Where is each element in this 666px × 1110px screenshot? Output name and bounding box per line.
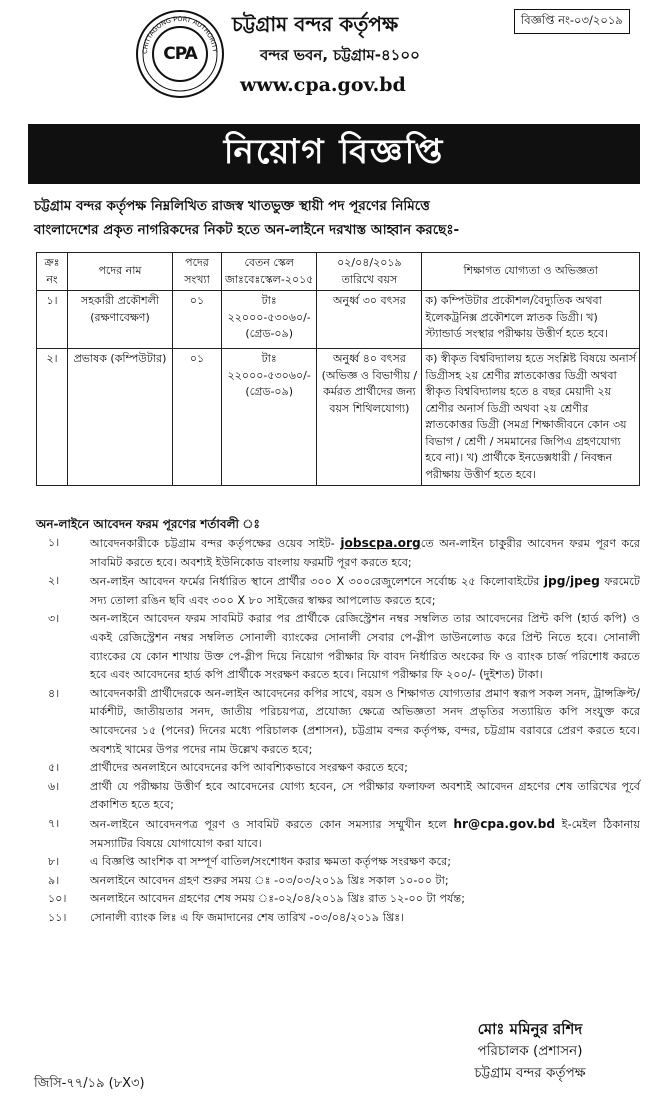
row-qualification: ক) কম্পিউটার প্রকৌশল/বৈদ্যুতিক অথবা ইলেকট্রনিক্স প্রকৌশলে স্নাতক ডিগ্রী। খ) স্ট্যান্ডার্ড সংস্থার পরীক্ষায় উত্তীর্ণ হতে হবে। — [422, 291, 640, 349]
header-pay-scale: বেতন স্কেল জাঃবেঃস্কেল-২০১৫ — [222, 253, 317, 291]
item-number: ১। — [48, 536, 60, 549]
item-text-post: ফরমেটে সদ্য তোলা রঙিন ছবি এবং ৩০০ X ৮০ সাইজের স্বাক্ষর আপলোড করতে হবে; — [90, 575, 640, 607]
posts-table — [36, 252, 640, 486]
item-text: সোনালী ব্যাংক লিঃ এ ফি জমাদানের শেষ তারিখ -০৩/০৪/২০১৯ খ্রিঃ। — [90, 910, 405, 924]
header-post-name: পদের নাম — [68, 253, 173, 291]
signatory-organization: চট্টগ্রাম বন্দর কর্তৃপক্ষ — [474, 1065, 586, 1081]
cpa-logo — [136, 10, 224, 98]
list-item — [36, 815, 640, 853]
item-number: ৯। — [48, 873, 60, 887]
reference-number: জিসি-৭৭/১৯ (৮X৩) — [34, 1076, 145, 1091]
list-item — [36, 909, 640, 928]
item-text-post: ই-মেইল ঠিকানায় সমস্যাটির বিষয়ে যোগাযোগ করা যাবে। — [90, 817, 640, 850]
item-text: অনলাইনে আবেদন গ্রহণ শুরুর সময় ঃ -০৩/০৩/২০১৯ খ্রিঃ সকাল ১০-০০ টা; — [90, 873, 449, 887]
item-number: ১১। — [48, 910, 67, 924]
item-number: ২। — [48, 574, 60, 588]
item-number: ৬। — [48, 779, 60, 793]
item-text-pre: অন-লাইনে আবেদনপত্র পূরণ ও সাবমিট করতে কোন সমস্যার সম্মুখীন হলে — [90, 817, 454, 831]
list-item — [36, 610, 640, 684]
table-row — [37, 291, 640, 349]
item-number: ৩। — [48, 612, 60, 626]
list-item — [36, 685, 640, 759]
item-text-pre: আবেদনকারীকে চট্টগ্রাম বন্দর কর্তৃপক্ষের ওয়েব সাইট- — [90, 537, 341, 550]
item-text: আবেদনকারী প্রার্থীদেরকে অন-লাইন আবেদনের কপির সাথে, বয়স ও শিক্ষাগত যোগ্যতার প্রমাণ স্বরূপ সকল সনদ, ট্রান্সক্রিপ্ট/মার্কশীট, জাতীয়তার সনদ, জাতীয় পরিচয়পত্র, প্রযোজ্য ক্ষেত্রে অভিজ্ঞতা সনদ প্রভৃতির সত্যায়িত কপি সংযুক্ত করে আবেদনের ১৫ (পনের) দিনের মধ্যে পরিচালক (প্রশাসন), চট্টগ্রাম বন্দর কর্তৃপক্ষ, বন্দর, চট্টগ্রাম বরাবরে প্রেরণ করতে হবে। অবশ্যই খামের উপর পদের নাম উল্লেখ করতে হবে; — [90, 686, 640, 756]
list-item — [36, 853, 640, 872]
item-text — [90, 815, 640, 853]
title-banner — [28, 124, 640, 184]
intro-text — [34, 194, 638, 242]
logo-ring-text: CHITTAGONG PORT AUTHORITY — [140, 14, 219, 55]
row-age: অনুর্ধ্ব ৪০ বৎসর (অভিজ্ঞ ও বিভাগীয় / কর্মরত প্রার্থীদের জন্য বয়স শিথিলযোগ্য) — [317, 349, 422, 486]
email-link[interactable]: hr@cpa.gov.bd — [453, 816, 556, 831]
item-text-bold: jpg/jpeg — [543, 574, 600, 589]
item-number: ৪। — [48, 686, 60, 700]
row-post-name: প্রভাষক (কম্পিউটার) — [68, 349, 173, 486]
table-row — [37, 349, 640, 486]
item-text: এ বিজ্ঞপ্তি আংশিক বা সম্পূর্ণ বাতিল/সংশোধন করার ক্ষমতা কর্তৃপক্ষ সংরক্ষণ করে; — [90, 855, 451, 869]
item-text: অনলাইনে আবেদন গ্রহণের শেষ সময় ঃ-০২/০৪/২০১৯ খ্রিঃ রাত ১২-০০ টা পর্যন্ত; — [90, 892, 465, 906]
conditions-list — [36, 534, 640, 927]
signatory-designation: পরিচালক (প্রশাসন) — [477, 1043, 583, 1059]
header-post-count: পদের সংখ্যা — [173, 253, 222, 291]
website-link[interactable]: jobscpa.org — [340, 536, 421, 550]
row-post-count: ০১ — [173, 291, 222, 349]
header-serial: ক্রঃ নং — [37, 253, 68, 291]
intro-line: বাংলাদেশের প্রকৃত নাগরিকদের নিকট হতে অন-লাইনে দরখাস্ত আহ্বান করছেঃ- — [34, 222, 460, 238]
row-serial: ১। — [37, 291, 68, 349]
item-text — [90, 534, 640, 572]
banner-title: নিয়োগ বিজ্ঞপ্তি — [223, 131, 445, 172]
row-qualification: ক) স্বীকৃত বিশ্ববিদ্যালয় হতে সংশ্লিষ্ট বিষয়ে অনার্স ডিগ্রীসহ ২য় শ্রেণীর স্নাতকোত্তর ডিগ্রী অথবা স্বীকৃত বিশ্ববিদ্যালয় হতে ৪ বছর মেয়াদী ২য় শ্রেণীর অনার্স ডিগ্রী অথবা ২য় শ্রেণীর স্নাতকোত্তর ডিগ্রী (সমগ্র শিক্ষাজীবনে কোন ৩য় বিভাগ / শ্রেণী / সমমানের জিপিএ গ্রহণযোগ্য হবে না)। খ) প্রার্থীকে ইনডেক্সধারী / নিবন্ধন পরীক্ষায় উত্তীর্ণ হতে হবে। — [422, 349, 640, 486]
row-post-count: ০১ — [173, 349, 222, 486]
item-number: ৭। — [48, 816, 60, 830]
conditions-title: অন-লাইনে আবেদন ফরম পূরণের শর্তাবলী ঃ — [36, 517, 260, 531]
item-text — [90, 572, 640, 610]
list-item — [36, 890, 640, 909]
header-qualification: শিক্ষাগত যোগ্যতা ও অভিজ্ঞতা — [422, 253, 640, 291]
signature-block — [430, 1018, 630, 1084]
header-age: ০২/০৪/২০১৯ তারিখে বয়স — [317, 253, 422, 291]
organization-website[interactable]: www.cpa.gov.bd — [240, 74, 406, 96]
list-item — [36, 759, 640, 778]
notice-number: বিজ্ঞপ্তি নং-০৩/২০১৯ — [514, 9, 630, 34]
header — [0, 0, 666, 118]
row-pay-scale: টাঃ ২২০০০-৫৩০৬০/- (গ্রেড-০৯) — [222, 349, 317, 486]
list-item — [36, 534, 640, 572]
row-serial: ২। — [37, 349, 68, 486]
row-post-name: সহকারী প্রকৌশলী (রক্ষণাবেক্ষণ) — [68, 291, 173, 349]
list-item — [36, 872, 640, 891]
item-number: ১০। — [48, 892, 67, 906]
item-text: অন-লাইনে আবেদন ফরম সাবমিট করার পর প্রার্থীকে রেজিস্ট্রেশন নম্বর সম্বলিত তার আবেদনের প্রিন্ট কপি (হার্ড কপি) ও একই রেজিস্ট্রেশন নম্বর সম্বলিত সোনালী ব্যাংকের সোনালী সেবার পে-স্লীপ ডাউনলোড করে প্রিন্ট নিতে হবে। সোনালী ব্যাংকের যে কোন শাখায় উক্ত পে-স্লীপ দিয়ে নিয়োগ পরীক্ষার ফি বাবদ নির্ধারিত অংকের ফি ও ব্যাংক চার্জ পরিশোধ করতে হবে এবং আবেদনের হার্ড কপি প্রার্থীকে সংরক্ষণ করতে হবে। নিয়োগ পরীক্ষার ফি ২০০/- (দুইশত) টাকা। — [90, 612, 640, 682]
item-text: প্রার্থী যে পরীক্ষায় উত্তীর্ণ হবে আবেদনের যোগ্য হবেন, সে পরীক্ষার ফলাফল অবশ্যই আবেদন গ্রহণের শেষ তারিখের পূর্বে প্রকাশিত হতে হবে; — [90, 779, 640, 812]
list-item — [36, 572, 640, 610]
table-header-row — [37, 253, 640, 291]
item-text-pre: অন-লাইন আবেদন ফর্মের নির্ধারিত স্থানে প্রার্থীর ৩০০ X ৩০০রেজুলেশনে সর্বোচ্চ ২৫ কিলোবাইটের — [90, 575, 544, 589]
item-number: ৫। — [48, 761, 60, 775]
intro-line: চট্টগ্রাম বন্দর কর্তৃপক্ষ নিম্নলিখিত রাজস্ব খাতভুক্ত স্থায়ী পদ পূরণের নিমিত্তে — [34, 198, 430, 214]
row-pay-scale: টাঃ ২২০০০-৫৩০৬০/- (গ্রেড-০৯) — [222, 291, 317, 349]
organization-address: বন্দর ভবন, চট্টগ্রাম-৪১০০ — [260, 46, 420, 64]
signatory-name: মোঃ মমিনুর রশিদ — [477, 1020, 583, 1038]
logo-emblem: CPA — [152, 26, 208, 82]
item-text: প্রার্থীদের অনলাইনে আবেদনের কপি আবশ্যিকভাবে সংরক্ষণ করতে হবে; — [90, 761, 408, 775]
organization-name: চট্টগ্রাম বন্দর কর্তৃপক্ষ — [232, 12, 399, 36]
item-number: ৮। — [48, 855, 60, 869]
list-item — [36, 778, 640, 815]
item-text-post: তে অন-লাইন চাকুরীর আবেদন ফরম পূরণ করে সাবমিট করতে হবে। অবশ্যই ইউনিকোড বাংলায় ফরমটি পূরণ করতে হবে; — [90, 537, 640, 569]
row-age: অনুর্ধ্ব ৩০ বৎসর — [317, 291, 422, 349]
